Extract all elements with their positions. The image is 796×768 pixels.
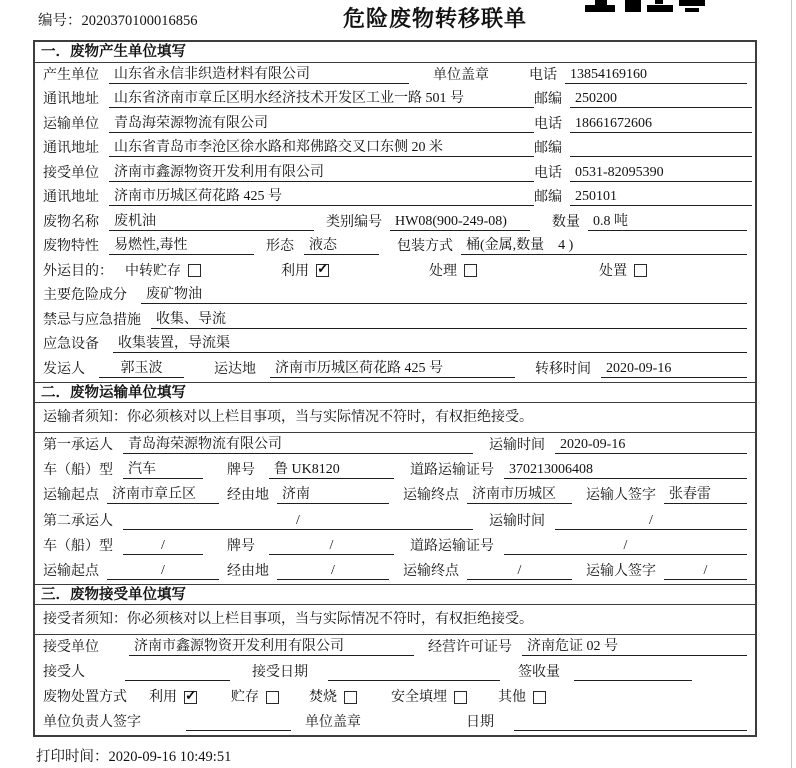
field-label: 车（船）型 <box>43 463 113 479</box>
field-label: 通讯地址 <box>43 92 99 107</box>
print-time <box>36 745 231 766</box>
received-quantity-value <box>574 664 692 681</box>
producer-unit-value: 山东省永信非织造材料有限公司 <box>109 63 409 84</box>
option-reuse <box>149 686 197 706</box>
option-label: 其他 <box>498 690 526 706</box>
field-label: 废物处置方式 <box>43 690 127 706</box>
option-other <box>498 686 546 706</box>
field-label: 运达地 <box>214 361 256 377</box>
print-time-value: 2020-09-16 10:49:51 <box>108 749 232 765</box>
field-label: 道路运输证号 <box>410 463 494 479</box>
field-label: 接受人 <box>43 665 85 681</box>
row-waste-traits <box>35 235 755 260</box>
field-label: 接受单位 <box>43 640 99 656</box>
emergency-measures-value: 收集、导流 <box>151 308 747 329</box>
field-label: 接受单位 <box>43 165 99 181</box>
receiver-zip-value: 250101 <box>570 189 752 206</box>
row-producer-unit <box>35 63 755 88</box>
row-receiving-unit <box>35 635 755 660</box>
receive-date-value <box>328 664 500 681</box>
section1-header: 一．废物产生单位填写 <box>35 42 755 63</box>
field-label: 包装方式 <box>397 239 453 254</box>
document-number-label: 编号： <box>38 13 82 29</box>
field-label: 运输人签字 <box>586 488 656 504</box>
first-vehicle-type-value: 汽车 <box>123 458 203 479</box>
row-receiver-unit <box>35 161 755 186</box>
checkbox-treatment <box>464 264 477 277</box>
second-carrier-value: / <box>123 513 473 530</box>
row-first-carrier <box>35 433 755 458</box>
row-second-vehicle <box>35 534 755 559</box>
field-label: 日期 <box>466 715 494 731</box>
field-label: 邮编 <box>534 141 562 156</box>
field-label: 车（船）型 <box>43 538 113 554</box>
field-label: 通讯地址 <box>43 141 99 156</box>
dispatcher-name-value: 郭玉波 <box>99 357 184 378</box>
sign-date-value <box>514 714 747 731</box>
first-transporter-signature: 张春雷 <box>664 483 747 504</box>
first-plate-value: 鲁 UK8120 <box>269 458 394 479</box>
row-transport-address <box>35 137 755 162</box>
field-label: 牌号 <box>227 463 255 479</box>
option-label: 利用 <box>281 263 309 279</box>
transporter-notice: 运输者须知：你必须核对以上栏目事项，当与实际情况不符时，有权拒绝接受。 <box>35 403 755 433</box>
field-label: 电话 <box>534 116 562 132</box>
option-label: 中转贮存 <box>125 263 181 279</box>
row-first-vehicle <box>35 458 755 483</box>
emergency-equipment-value: 收集装置，导流渠 <box>113 332 747 353</box>
checkbox-incineration <box>344 691 357 704</box>
field-label: 禁忌与应急措施 <box>43 312 141 328</box>
first-carrier-value: 青岛海荣源物流有限公司 <box>123 433 473 454</box>
hazard-component-value: 废矿物油 <box>141 283 747 304</box>
qr-code-icon <box>585 0 707 13</box>
field-label: 第一承运人 <box>43 437 113 453</box>
option-label: 贮存 <box>231 690 259 706</box>
row-second-route <box>35 559 755 584</box>
license-number-value: 济南危证 02 号 <box>522 635 747 656</box>
field-label: 电话 <box>534 165 562 181</box>
row-emergency-measures <box>35 308 755 333</box>
receiver-notice: 接受者须知：你必须核对以上栏目事项，当与实际情况不符时，有权拒绝接受。 <box>35 605 755 635</box>
field-label: 运输时间 <box>489 437 545 453</box>
first-via-value: 济南 <box>277 483 389 504</box>
field-label: 邮编 <box>534 190 562 205</box>
option-treatment <box>429 260 477 280</box>
checkbox-storage <box>266 691 279 704</box>
waste-packing-value: 桶(金属,数量 4 ) <box>461 234 747 255</box>
field-label: 通讯地址 <box>43 190 99 205</box>
field-label: 类别编号 <box>326 214 382 230</box>
second-transporter-signature: / <box>664 563 747 580</box>
transport-zip-value <box>570 140 752 157</box>
section3-header: 三．废物接受单位填写 <box>35 584 755 605</box>
waste-traits-value: 易燃性,毒性 <box>109 234 254 255</box>
field-label: 经由地 <box>227 488 269 504</box>
field-label: 签收量 <box>518 665 560 681</box>
page-right-edge <box>791 0 792 768</box>
field-label: 经由地 <box>227 564 269 580</box>
unit-seal-label: 单位盖章 <box>433 67 489 83</box>
field-label: 运输单位 <box>43 116 99 132</box>
row-first-route <box>35 483 755 508</box>
row-producer-address <box>35 88 755 113</box>
waste-name-value: 废机油 <box>109 210 314 231</box>
field-label: 废物名称 <box>43 214 99 230</box>
field-label: 形态 <box>266 239 294 254</box>
field-label: 接受日期 <box>252 665 308 681</box>
second-terminus-value: / <box>467 563 572 580</box>
print-time-label: 打印时间： <box>36 749 109 765</box>
option-label: 处置 <box>599 263 627 279</box>
row-hazard-component <box>35 284 755 309</box>
waste-quantity-value: 0.8 吨 <box>588 210 747 231</box>
field-label: 外运目的： <box>43 263 113 279</box>
row-transfer-purpose <box>35 259 755 284</box>
transport-phone-value: 18661672606 <box>570 116 752 133</box>
receiver-phone-value: 0531-82095390 <box>570 165 752 182</box>
producer-address-value: 山东省济南市章丘区明水经济技术开发区工业一路 501 号 <box>109 87 534 108</box>
transport-address-value: 山东省青岛市李沧区徐水路和郑佛路交叉口东侧 20 米 <box>109 136 534 157</box>
row-disposal-method <box>35 685 755 710</box>
section2-header: 二．废物运输单位填写 <box>35 382 755 403</box>
field-label: 第二承运人 <box>43 513 113 529</box>
row-emergency-equipment <box>35 333 755 358</box>
field-label: 运输起点 <box>43 564 99 580</box>
responsible-signature-value <box>186 714 291 731</box>
field-label: 牌号 <box>227 538 255 554</box>
field-label: 发运人 <box>43 361 85 377</box>
field-label: 废物特性 <box>43 239 99 254</box>
checkbox-transfer-storage <box>188 264 201 277</box>
row-receiver-address <box>35 186 755 211</box>
second-via-value: / <box>277 563 389 580</box>
checkbox-landfill <box>454 691 467 704</box>
field-label: 道路运输证号 <box>410 538 494 554</box>
first-origin-value: 济南市章丘区 <box>107 483 219 504</box>
waste-form-value: 液态 <box>304 234 379 255</box>
receiver-address-value: 济南市历城区荷花路 425 号 <box>109 185 534 206</box>
first-terminus-value: 济南市历城区 <box>467 483 572 504</box>
checkbox-reuse <box>316 264 329 277</box>
transfer-time-value: 2020-09-16 <box>601 361 747 378</box>
receiver-unit-value: 济南市鑫源物资开发利用有限公司 <box>109 161 534 182</box>
option-label: 焚烧 <box>309 690 337 706</box>
document-header <box>0 0 796 40</box>
second-plate-value: / <box>269 538 394 555</box>
field-label: 运输起点 <box>43 488 99 504</box>
first-road-permit-value: 370213006408 <box>504 462 747 479</box>
field-label: 邮编 <box>534 92 562 107</box>
unit-seal-label: 单位盖章 <box>305 715 361 731</box>
producer-phone-value: 13854169160 <box>565 67 747 84</box>
receiving-unit-value: 济南市鑫源物资开发利用有限公司 <box>129 635 414 656</box>
second-vehicle-type-value: / <box>123 538 203 555</box>
option-landfill <box>391 686 467 706</box>
first-transport-time-value: 2020-09-16 <box>555 437 747 454</box>
row-waste-name <box>35 210 755 235</box>
field-label: 数量 <box>552 214 580 230</box>
transport-unit-value: 青岛海荣源物流有限公司 <box>109 112 534 133</box>
field-label: 运输时间 <box>489 513 545 529</box>
manifest-form-table <box>33 40 757 737</box>
field-label: 运输终点 <box>403 564 459 580</box>
field-label: 转移时间 <box>535 361 591 377</box>
field-label: 运输人签字 <box>586 564 656 580</box>
option-label: 安全填埋 <box>391 690 447 706</box>
option-incineration <box>309 686 357 706</box>
second-road-permit-value: / <box>504 538 747 555</box>
option-reuse <box>281 260 329 280</box>
receiver-person-value <box>125 664 230 681</box>
checkbox-other <box>533 691 546 704</box>
destination-value: 济南市历城区荷花路 425 号 <box>270 357 515 378</box>
row-second-carrier <box>35 508 755 533</box>
page-title: 危险废物转移联单 <box>342 6 527 31</box>
field-label: 运输终点 <box>403 488 459 504</box>
field-label: 电话 <box>529 67 557 83</box>
option-disposal <box>599 260 647 280</box>
waste-category-value: HW08(900-249-08) <box>390 214 530 231</box>
field-label: 应急设备 <box>43 337 99 352</box>
row-responsible-signature <box>35 710 755 735</box>
option-label: 利用 <box>149 690 177 706</box>
checkbox-disposal <box>634 264 647 277</box>
option-label: 处理 <box>429 263 457 279</box>
producer-zip-value: 250200 <box>570 91 752 108</box>
option-storage <box>231 686 279 706</box>
document-number-value: 2020370100016856 <box>81 13 198 29</box>
row-transport-unit <box>35 112 755 137</box>
row-dispatcher <box>35 357 755 382</box>
second-origin-value: / <box>107 563 219 580</box>
field-label: 单位负责人签字 <box>43 715 141 731</box>
field-label: 产生单位 <box>43 67 99 83</box>
option-transfer-storage <box>125 260 201 280</box>
field-label: 主要危险成分 <box>43 288 127 303</box>
row-receiver-person <box>35 660 755 685</box>
field-label: 经营许可证号 <box>428 640 512 656</box>
checkbox-reuse <box>184 691 197 704</box>
second-transport-time-value: / <box>555 513 747 530</box>
